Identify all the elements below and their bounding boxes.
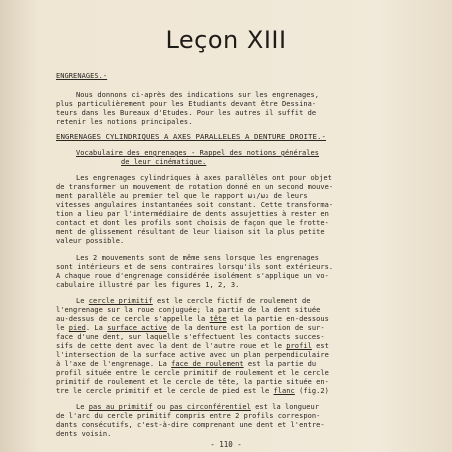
- text-line: vitesses angulaires instantanées soit constant. Cette transforma-: [56, 201, 334, 209]
- text-line: Nous donnons ci-après des indications sur les engrenages,: [76, 91, 320, 99]
- text-line: [76, 403, 319, 412]
- term-pas-circonferentiel: pas circonférentiel: [169, 403, 251, 411]
- text-line: sont intérieurs et de sens contraires lorsqu'ils sont extérieurs.: [56, 263, 334, 271]
- section-heading-cylindriques: ENGRENAGES CYLINDRIQUES A AXES PARALLELES A DENTURE DROITE.-: [56, 132, 326, 141]
- text-run: est le cercle fictif de roulement de: [152, 297, 311, 305]
- term-flanc: flanc: [273, 387, 295, 395]
- text-line: plus particulièrement pour les Etudiants devant être Dessina-: [56, 100, 317, 108]
- term-pas-au-primitif: pas au primitif: [88, 403, 153, 411]
- text-line: [56, 387, 329, 396]
- text-line: tion a lieu par l'intermédiaire de dents assujetties à rester en: [56, 210, 329, 218]
- text-run: le: [56, 324, 69, 332]
- text-run: Le: [76, 403, 89, 411]
- text-line: valeur possible.: [56, 237, 125, 245]
- text-line: contact et dont les profils sont choisis de façon que le frotte-: [56, 219, 329, 227]
- term-cercle-primitif: cercle primitif: [88, 297, 153, 305]
- text-run: tre le cercle primitif et le cercle de pied est le: [56, 387, 274, 395]
- text-run: de la denture est la portion de sur-: [166, 324, 325, 332]
- section-heading-engrenages: ENGRENAGES.-: [56, 72, 108, 80]
- text-run: est la partie du: [243, 360, 317, 368]
- text-line: [56, 360, 316, 369]
- text-line: [56, 315, 329, 324]
- text-line: l'intersection de la surface active avec un plan perpendiculaire: [56, 351, 329, 359]
- text-run: . La: [85, 324, 108, 332]
- text-run: ou: [152, 403, 170, 411]
- lesson-title: Leçon XIII: [165, 26, 287, 54]
- text-run: est: [311, 342, 329, 350]
- text-line: l'engrenage sur la roue conjuguée; la partie de la dent située: [56, 306, 321, 314]
- page-number: - 110 -: [210, 440, 242, 449]
- text-run: au-dessus de ce cercle s'appelle la: [56, 315, 210, 323]
- text-line: teurs dans les Bureaux d'Etudes. Pour les autres il suffit de: [56, 109, 317, 117]
- subheading-cinematique: de leur cinématique.: [121, 158, 207, 166]
- text-line: ment parallèle au premier tel que le rapport ω₁/ω₂ de leurs: [56, 192, 308, 200]
- term-pied: pied: [68, 324, 86, 332]
- text-line: de transformer un mouvement de rotation donné en un second mouve-: [56, 183, 334, 191]
- text-line: Les engrenages cylindriques à axes parallèles ont pour objet: [76, 174, 332, 182]
- text-run: à l'axe de l'engrenage. La: [56, 360, 172, 368]
- text-line: cabulaire illustré par les figures 1, 2, 3.: [56, 281, 240, 289]
- text-run: (fig.2): [294, 387, 329, 395]
- text-line: [76, 297, 311, 306]
- term-face-de-roulement: face de roulement: [171, 360, 244, 368]
- text-line: dents voisin.: [56, 430, 112, 438]
- text-line: [56, 342, 329, 351]
- text-line: Les 2 mouvements sont de même sens lorsque les engrenages: [76, 254, 320, 262]
- term-surface-active: surface active: [107, 324, 167, 332]
- text-line: face d'une dent, sur laquelle s'effectuent les contacts succes-: [56, 333, 325, 341]
- text-line: A chaque roue d'engrenage considérée isolément s'applique un vo-: [56, 272, 329, 280]
- text-line: ment de glissement résultant de leur liaison sit la plus petite: [56, 228, 325, 236]
- text-line: retenir les notions principales.: [56, 118, 193, 126]
- subheading-vocabulaire: Vocabulaire des engrenages - Rappel des notions générales: [76, 149, 320, 157]
- text-line: primitif de roulement et le cercle de tête, la partie située en-: [56, 378, 329, 386]
- text-run: sifs de cette dent avec la dent de l'autre roue et le: [56, 342, 287, 350]
- text-line: [56, 324, 325, 333]
- text-run: et la partie en-dessous: [226, 315, 329, 323]
- text-line: dants consécutifs, c'est-à-dire comprenant une dent et l'entre-: [56, 421, 325, 429]
- term-profil: profil: [286, 342, 312, 350]
- term-tete: tête: [209, 315, 227, 323]
- text-run: est la longueur: [250, 403, 320, 411]
- text-run: Le: [76, 297, 89, 305]
- text-line: de l'arc du cercle primitif compris entre 2 profils correspon-: [56, 412, 321, 420]
- text-line: profil située entre le cercle primitif de roulement et le cercle: [56, 369, 329, 377]
